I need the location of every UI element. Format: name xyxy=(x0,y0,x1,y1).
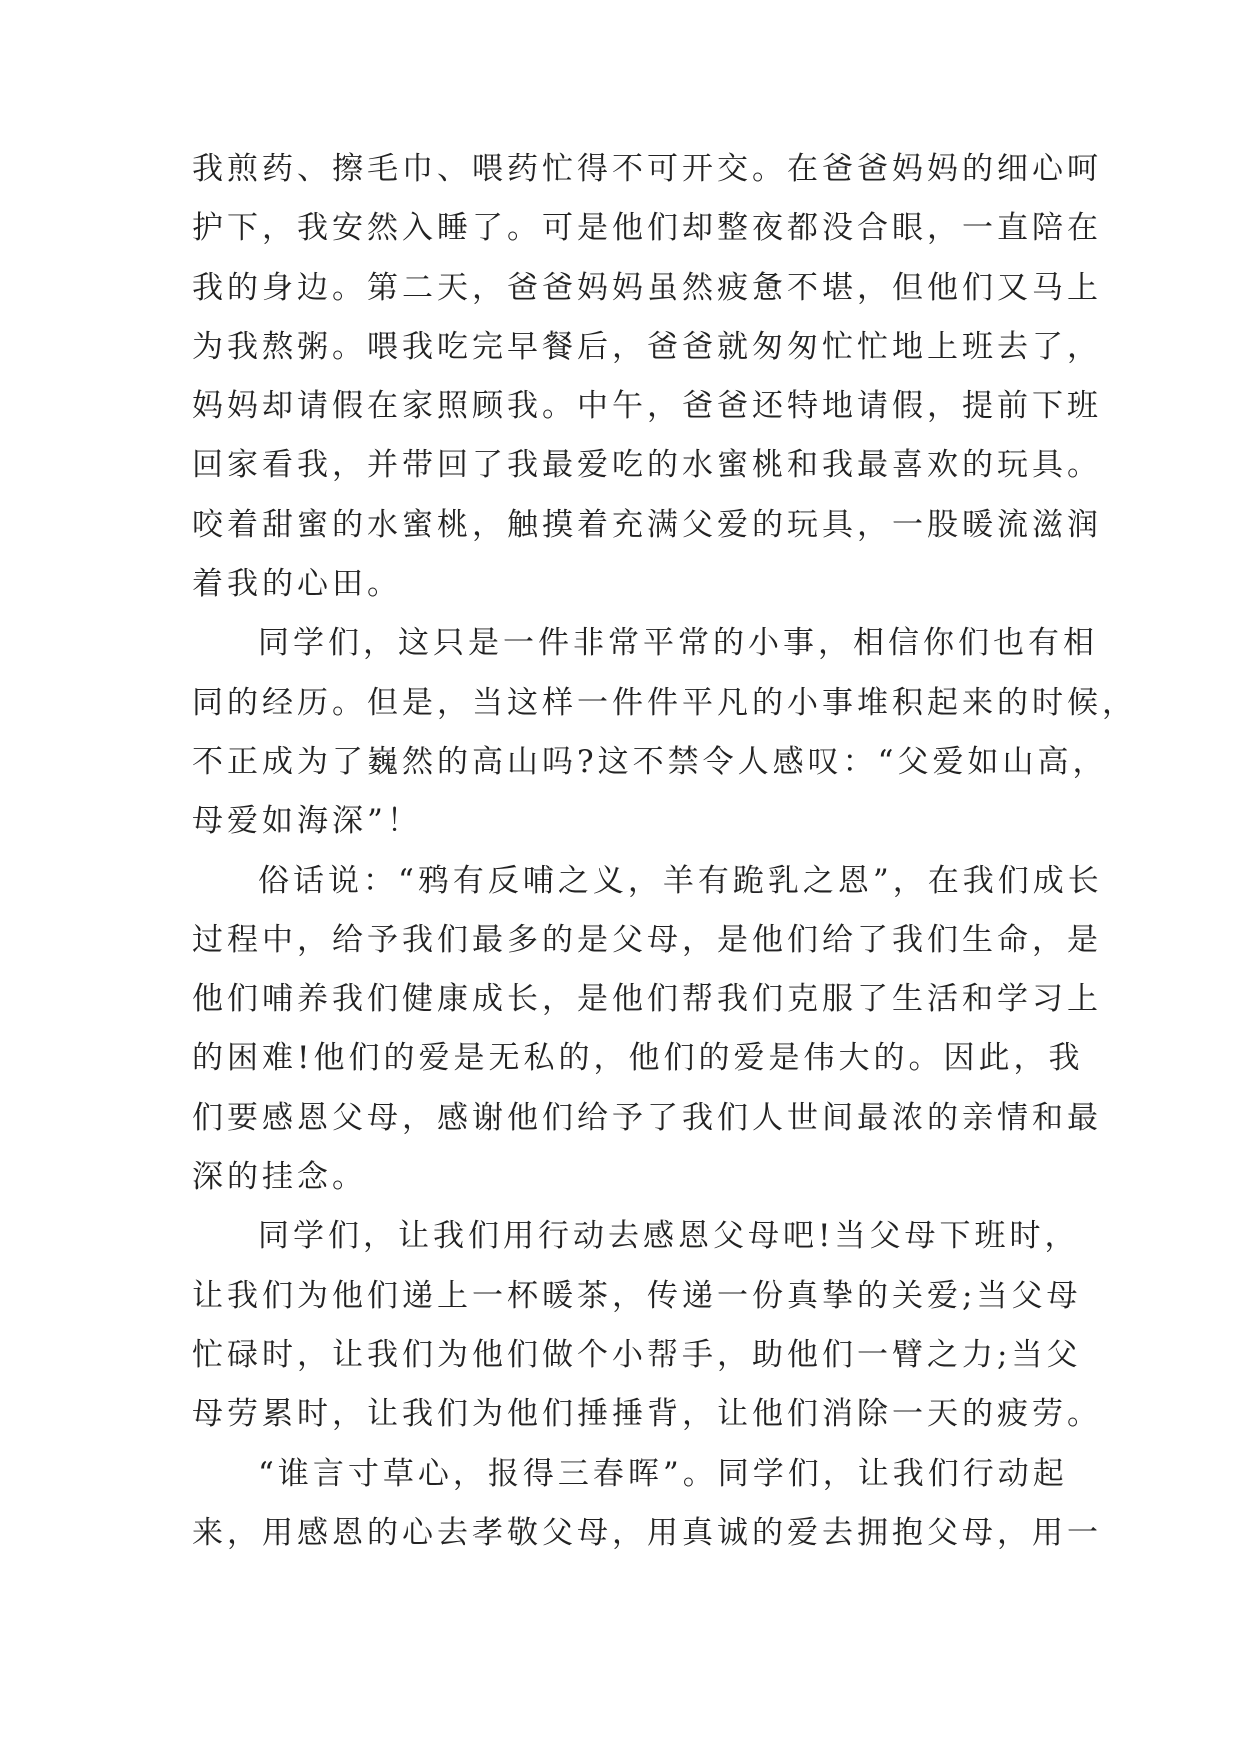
text-line: 我煎药、擦毛巾、喂药忙得不可开交。在爸爸妈妈的细心呵 xyxy=(192,151,1102,187)
text-line: 来，用感恩的心去孝敬父母，用真诚的爱去拥抱父母，用一 xyxy=(192,1514,1102,1551)
text-line: 深的挂念。 xyxy=(192,1159,367,1196)
document-page xyxy=(192,140,1137,1563)
text-line: “谁言寸草心，报得三春晖”。同学们，让我们行动起 xyxy=(258,1455,1068,1492)
text-line: 着我的心田。 xyxy=(192,566,402,603)
text-line: 护下，我安然入睡了。可是他们却整夜都没合眼，一直陪在 xyxy=(192,210,1102,247)
text-line: 们要感恩父母，感谢他们给予了我们人世间最浓的亲情和最 xyxy=(192,1099,1102,1136)
text-line: 母劳累时，让我们为他们捶捶背，让他们消除一天的疲劳。 xyxy=(192,1396,1102,1433)
text-line: 我的身边。第二天，爸爸妈妈虽然疲惫不堪，但他们又马上 xyxy=(192,269,1102,306)
text-line: 俗话说：“鸦有反哺之义，羊有跪乳之恩”，在我们成长 xyxy=(258,862,1103,899)
text-line: 让我们为他们递上一杯暖茶，传递一份真挚的关爱;当父母 xyxy=(192,1277,1082,1314)
text-line: 同的经历。但是，当这样一件件平凡的小事堆积起来的时候， xyxy=(192,684,1137,721)
text-line: 的困难!他们的爱是无私的，他们的爱是伟大的。因此，我 xyxy=(192,1040,1084,1077)
text-line: 过程中，给予我们最多的是父母，是他们给了我们生命，是 xyxy=(192,921,1102,958)
text-line: 咬着甜蜜的水蜜桃，触摸着充满父爱的玩具，一股暖流滋润 xyxy=(192,506,1102,543)
text-line: 不正成为了巍然的高山吗?这不禁令人感叹：“父爱如山高， xyxy=(192,743,1108,780)
text-line: 母爱如海深”！ xyxy=(192,803,422,840)
text-line: 他们哺养我们健康成长，是他们帮我们克服了生活和学习上 xyxy=(192,981,1102,1018)
text-line: 同学们，让我们用行动去感恩父母吧!当父母下班时， xyxy=(258,1218,1080,1255)
text-line: 妈妈却请假在家照顾我。中午，爸爸还特地请假，提前下班 xyxy=(192,388,1102,425)
text-line: 回家看我，并带回了我最爱吃的水蜜桃和我最喜欢的玩具。 xyxy=(192,447,1102,484)
text-line: 同学们，这只是一件非常平常的小事，相信你们也有相 xyxy=(258,625,1098,662)
text-line: 为我熬粥。喂我吃完早餐后，爸爸就匆匆忙忙地上班去了， xyxy=(192,328,1102,365)
text-line: 忙碌时，让我们为他们做个小帮手，助他们一臂之力;当父 xyxy=(192,1336,1082,1373)
